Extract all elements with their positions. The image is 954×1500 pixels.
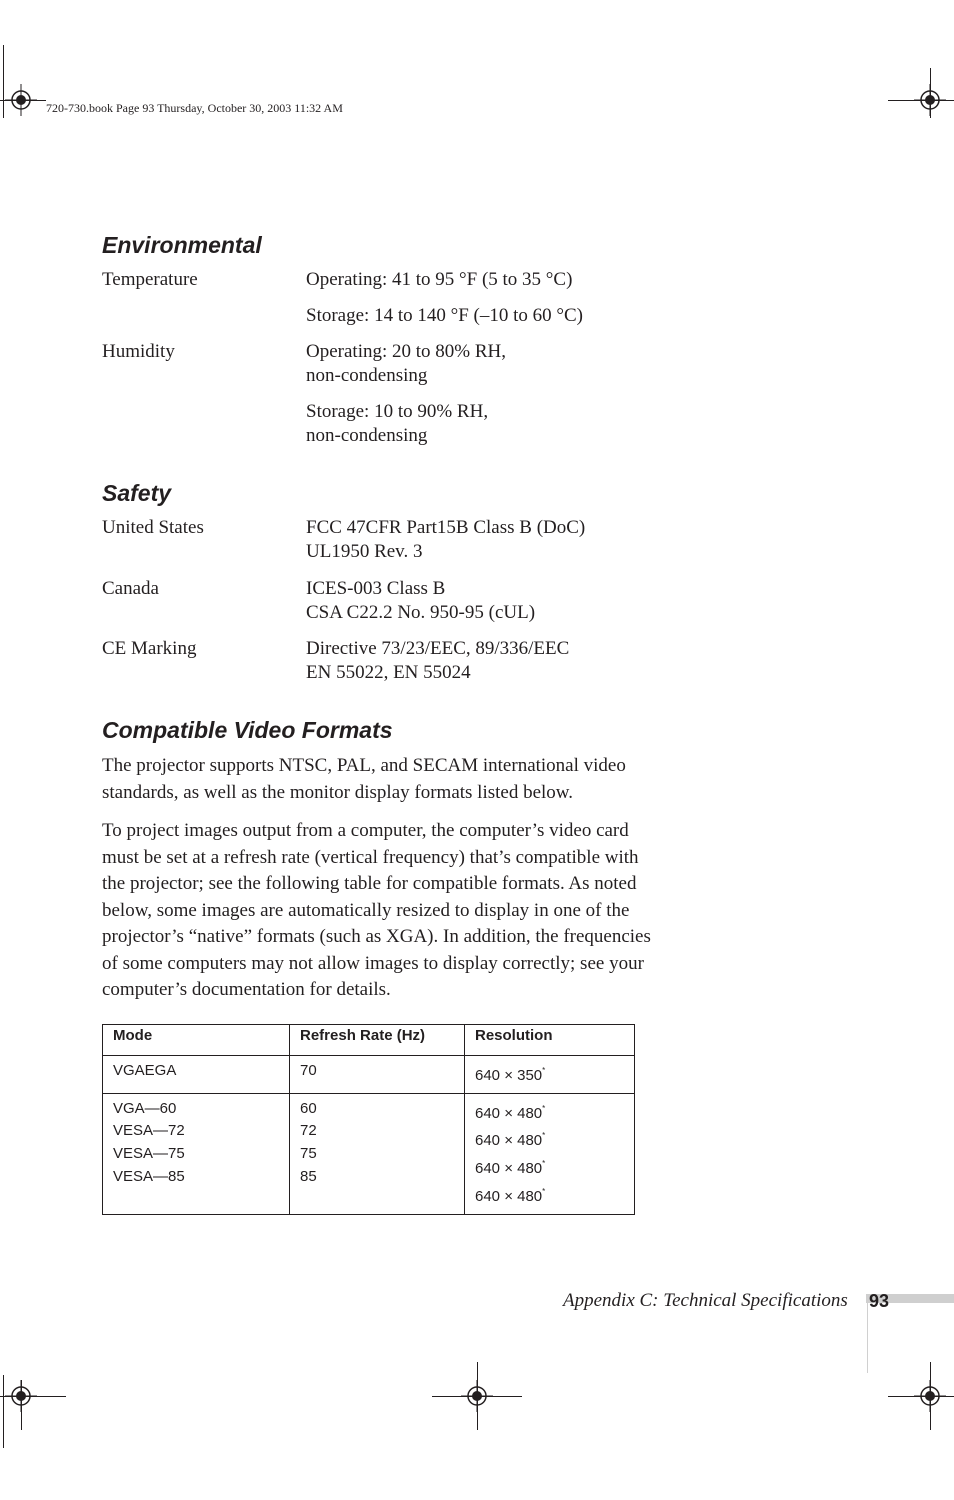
refresh-rate-value: 70 (300, 1062, 317, 1079)
spec-label: Humidity (102, 341, 175, 362)
resolution-value: 640 × 350 (475, 1067, 543, 1084)
video-formats-table (102, 1024, 635, 1215)
spec-value: Operating: 41 to 95 °F (5 to 35 °C) (306, 269, 573, 290)
page-number: 93 (869, 1291, 890, 1311)
column-header-refresh-rate: Refresh Rate (Hz) (290, 1025, 465, 1056)
resolution-value: 640 × 480 (475, 1104, 543, 1122)
spec-label: Canada (102, 578, 159, 599)
mode-value: VGAEGA (113, 1062, 177, 1079)
spec-label: CE Marking (102, 638, 197, 659)
footnote-mark: * (542, 1066, 546, 1075)
spec-value: Operating: 20 to 80% RH, (306, 341, 507, 362)
mode-value: VESA—75 (113, 1145, 185, 1163)
resolution-cell (465, 1093, 635, 1214)
mode-cell (103, 1056, 290, 1094)
spec-value-line2: EN 55022, EN 55024 (306, 662, 471, 683)
table-header-row (103, 1025, 635, 1056)
book-slug: 720-730.book Page 93 Thursday, October 30, 2003 11:32 AM (46, 101, 343, 115)
crosshair-icon (914, 84, 946, 116)
resolution-value: 640 × 480 (475, 1187, 543, 1205)
refresh-rate-cell (290, 1093, 465, 1214)
crosshair-icon (914, 1380, 946, 1412)
spec-value-line2: non-condensing (306, 365, 428, 386)
footnote-mark: * (542, 1103, 546, 1113)
mode-value: VESA—72 (113, 1122, 185, 1140)
page-tab-rule (867, 1303, 868, 1373)
spec-value: Storage: 14 to 140 °F (–10 to 60 °C) (306, 305, 583, 326)
spec-value: Storage: 10 to 90% RH, (306, 401, 489, 422)
mode-value: VESA—85 (113, 1167, 185, 1185)
spec-value: ICES-003 Class B (306, 578, 446, 599)
crosshair-icon (461, 1380, 493, 1412)
spec-value-line2: non-condensing (306, 425, 428, 446)
video-intro-paragraph: The projector supports NTSC, PAL, and SECAM international video standards, as well as the monitor display formats listed below. (102, 755, 626, 803)
resolution-cell (465, 1056, 635, 1094)
spec-label: Temperature (102, 269, 198, 290)
column-header-resolution: Resolution (465, 1025, 635, 1056)
refresh-rate-cell (290, 1056, 465, 1094)
refresh-rate-value: 72 (300, 1122, 317, 1140)
running-footer-title: Appendix C: Technical Specifications (563, 1290, 848, 1311)
footnote-mark: * (542, 1131, 546, 1141)
refresh-rate-value: 85 (300, 1167, 317, 1185)
spec-value-line2: CSA C22.2 No. 950-95 (cUL) (306, 602, 536, 623)
spec-value: FCC 47CFR Part15B Class B (DoC) (306, 517, 586, 538)
footnote-mark: * (542, 1159, 546, 1169)
resolution-value: 640 × 480 (475, 1160, 543, 1178)
refresh-rate-value: 60 (300, 1099, 317, 1117)
resolution-value: 640 × 480 (475, 1132, 543, 1150)
safety-heading: Safety (102, 480, 172, 506)
mode-value: VGA—60 (113, 1099, 177, 1117)
column-header-mode: Mode (103, 1025, 290, 1056)
refresh-rate-value: 75 (300, 1145, 317, 1163)
table-row (103, 1056, 635, 1094)
mode-cell (103, 1093, 290, 1214)
environmental-heading: Environmental (102, 232, 262, 258)
video-refresh-paragraph: To project images output from a computer, the computer’s video card must be set at a refresh rate (vertical frequency) that’s compatible with the projector; see the following table for compatible formats. As noted below, some images are automatically resized to display in one of the projector’s “native” formats (such as XGA). In addition, the frequencies of some computers may not allow images to display correctly; see your computer’s documentation for details. (102, 820, 651, 1000)
crosshair-icon (5, 1380, 37, 1412)
spec-value-line2: UL1950 Rev. 3 (306, 541, 423, 562)
spec-label: United States (102, 517, 204, 538)
footnote-mark: * (542, 1186, 546, 1196)
spec-value: Directive 73/23/EEC, 89/336/EEC (306, 638, 570, 659)
video-formats-heading: Compatible Video Formats (102, 717, 393, 743)
crosshair-icon (5, 84, 37, 116)
table-row (103, 1093, 635, 1214)
